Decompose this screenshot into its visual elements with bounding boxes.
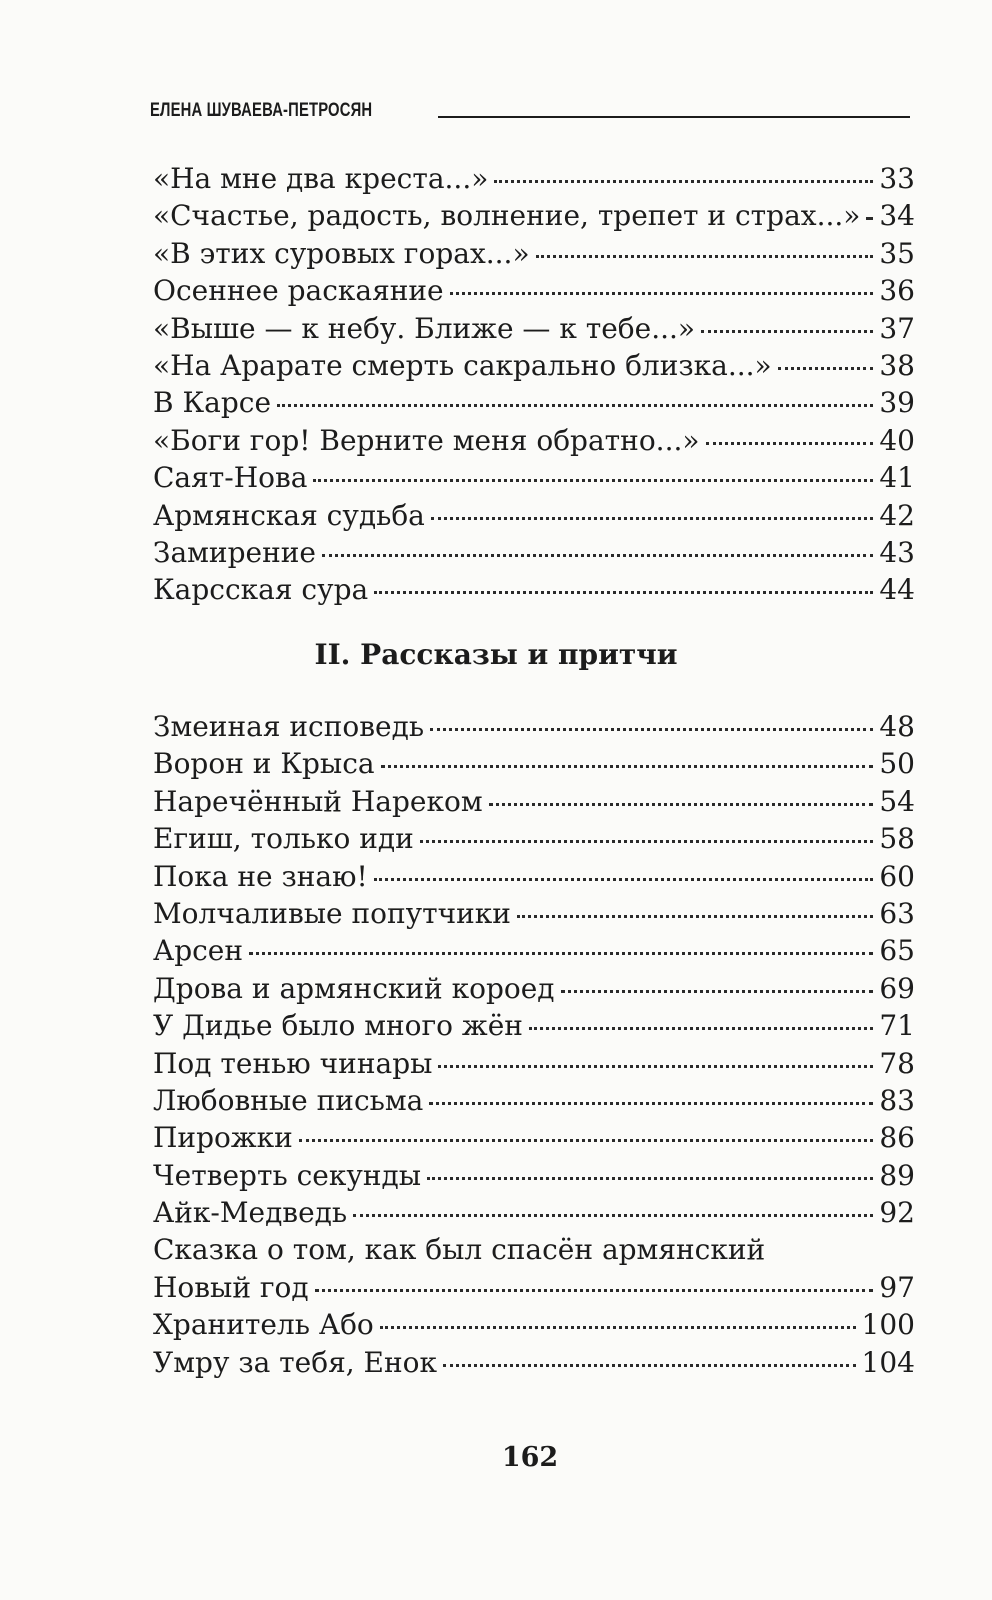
dot-leader (427, 1177, 873, 1180)
toc-entry (153, 1344, 915, 1381)
dot-leader (431, 517, 873, 520)
dot-leader (443, 1364, 856, 1367)
toc-entry-title: Айк-Медведь (153, 1196, 348, 1230)
toc-entry-page: 65 (879, 934, 915, 968)
toc-entry-title: Осеннее раскаяние (153, 274, 444, 308)
dot-leader (866, 217, 873, 220)
toc-entry-page: 63 (879, 896, 915, 930)
toc-entry-title: Дрова и армянский короед (153, 971, 555, 1005)
toc-entry-page: 58 (879, 822, 915, 856)
header-rule (438, 116, 910, 118)
toc-entry-page: 60 (879, 859, 915, 893)
toc-entry-page: 35 (879, 236, 915, 270)
toc-entry-page: 36 (879, 274, 915, 308)
toc-entry-title: Любовные письма (153, 1083, 424, 1117)
toc-entry-page: 34 (879, 199, 915, 233)
dot-leader (494, 180, 873, 183)
dot-leader (529, 1027, 873, 1030)
toc-entry (153, 1007, 915, 1044)
toc-entry-title: «Выше — к небу. Ближе — к тебе...» (153, 311, 696, 345)
toc-entry-page: 86 (879, 1121, 915, 1155)
toc-entry (153, 571, 915, 608)
toc-entry (153, 235, 915, 272)
toc-entry-title: Арсен (153, 934, 244, 968)
toc-entry-title: «Боги гор! Верните меня обратно...» (153, 423, 700, 457)
running-head (150, 92, 910, 122)
dot-leader (517, 915, 873, 918)
toc-entry-page: 33 (879, 162, 915, 195)
dot-leader (299, 1139, 874, 1142)
dot-leader (380, 1326, 856, 1329)
toc-entry-page: 100 (861, 1308, 915, 1342)
toc-entry (153, 858, 915, 895)
toc-entry-page: 89 (879, 1158, 915, 1192)
toc-entry (153, 497, 915, 534)
dot-leader (315, 1289, 874, 1292)
toc-entry (153, 197, 915, 234)
toc-entry (153, 932, 915, 969)
toc-entry-page: 44 (879, 573, 915, 607)
toc-part-2 (153, 708, 915, 1381)
author-name: ЕЛЕНА ШУВАЕВА-ПЕТРОСЯН (150, 100, 373, 121)
toc-entry (153, 1306, 915, 1343)
toc-entry (153, 820, 915, 857)
dot-leader (430, 728, 873, 731)
dot-leader (706, 442, 874, 445)
toc-entry-page: 39 (879, 386, 915, 420)
toc-entry (153, 272, 915, 309)
toc-entry-title: Карсская сура (153, 573, 369, 607)
toc-entry-title: Саят-Нова (153, 461, 308, 495)
toc-entry (153, 1269, 915, 1306)
dot-leader (374, 591, 873, 594)
toc-entry (153, 1082, 915, 1119)
toc-entry (153, 970, 915, 1007)
dot-leader (381, 765, 874, 768)
dot-leader (249, 952, 873, 955)
toc-entry-title: Пирожки (153, 1121, 293, 1155)
toc-entry-title: Наречённый Нареком (153, 784, 483, 818)
toc-entry-page: 104 (861, 1345, 915, 1379)
toc-entry-title: Хранитель Або (153, 1308, 374, 1342)
toc-entry-title: «На мне два креста...» (153, 162, 489, 195)
toc-entry (153, 160, 915, 197)
toc-entry-page: 41 (879, 461, 915, 495)
toc-entry-page: 48 (879, 710, 915, 743)
toc-entry (153, 1194, 915, 1231)
toc-entry-title: «Счастье, радость, волнение, трепет и страх...» (153, 199, 861, 233)
toc-entry-page: 43 (879, 535, 915, 569)
toc-entry (153, 384, 915, 421)
toc-entry-title: Четверть секунды (153, 1158, 422, 1192)
toc-entry-page: 92 (879, 1196, 915, 1230)
dot-leader (277, 404, 873, 407)
dot-leader (429, 1102, 873, 1105)
dot-leader (313, 479, 873, 482)
toc-entry-title: «На Арарате смерть сакрально близка...» (153, 348, 772, 382)
dot-leader (420, 840, 874, 843)
toc-entry-title: Змеиная исповедь (153, 710, 425, 743)
toc-entry-page: 83 (879, 1083, 915, 1117)
toc-entry (153, 422, 915, 459)
toc-entry-title-line1: Сказка о том, как был спасён армянский (153, 1233, 766, 1267)
toc-entry (153, 783, 915, 820)
dot-leader (322, 554, 873, 557)
dot-leader (450, 292, 874, 295)
toc-entry-title: Под тенью чинары (153, 1046, 433, 1080)
toc-entry-page: 71 (879, 1009, 915, 1043)
toc-entry-page: 40 (879, 423, 915, 457)
dot-leader (536, 255, 874, 258)
dot-leader (489, 803, 874, 806)
dot-leader (353, 1214, 873, 1217)
toc-entry-title: Пока не знаю! (153, 859, 368, 893)
toc-entry (153, 745, 915, 782)
toc-entry-title: У Дидье было много жён (153, 1009, 523, 1043)
dot-leader (438, 1065, 873, 1068)
page-number: 162 (501, 1442, 559, 1473)
dot-leader (374, 878, 874, 881)
dot-leader (701, 330, 873, 333)
toc-entry (153, 347, 915, 384)
section-heading: II. Рассказы и притчи (314, 638, 678, 671)
toc-entry (153, 1157, 915, 1194)
toc-entry-title: В Карсе (153, 386, 272, 420)
toc-entry-page: 78 (879, 1046, 915, 1080)
toc-entry-page: 97 (879, 1270, 915, 1304)
dot-leader (561, 990, 874, 993)
toc-part-1 (153, 160, 915, 609)
toc-entry (153, 1119, 915, 1156)
toc-entry-title: Ворон и Крыса (153, 747, 375, 781)
toc-entry-title-line2: Новый год (153, 1270, 309, 1304)
toc-entry-title: Замирение (153, 535, 316, 569)
toc-entry (153, 534, 915, 571)
toc-entry-title: Егиш, только иди (153, 822, 414, 856)
toc-entry-title: Молчаливые попутчики (153, 896, 511, 930)
toc-entry-page: 69 (879, 971, 915, 1005)
toc-entry-page: 50 (879, 747, 915, 781)
toc-entry (153, 895, 915, 932)
toc-entry (153, 459, 915, 496)
toc-entry-page: 42 (879, 498, 915, 532)
toc-entry (153, 708, 915, 745)
toc-entry (153, 310, 915, 347)
toc-entry-page: 54 (879, 784, 915, 818)
toc-entry-title: «В этих суровых горах...» (153, 236, 530, 270)
toc-entry-page: 38 (879, 348, 915, 382)
toc-entry-page: 37 (879, 311, 915, 345)
dot-leader (778, 367, 874, 370)
toc-entry (153, 1045, 915, 1082)
toc-entry-title: Армянская судьба (153, 498, 425, 532)
toc-entry-title: Умру за тебя, Енок (153, 1345, 438, 1379)
